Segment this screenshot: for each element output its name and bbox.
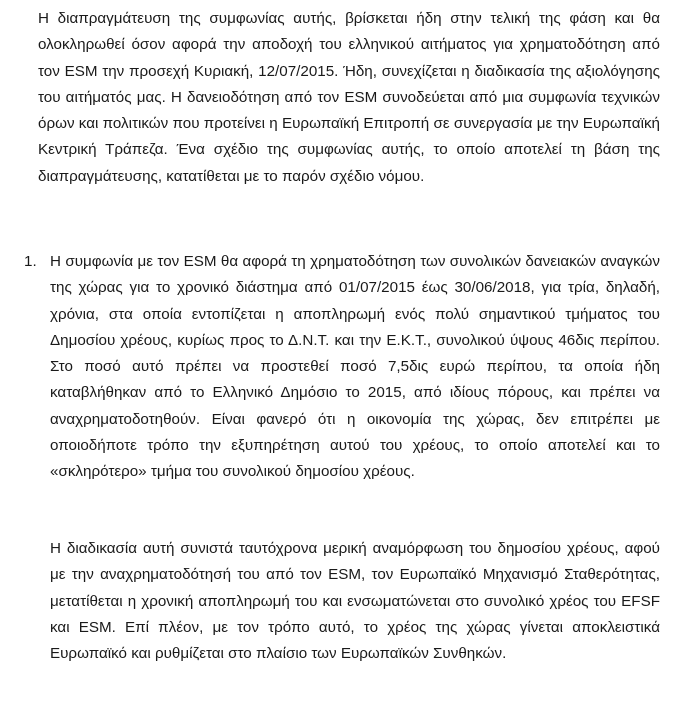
continuation-paragraph: Η διαδικασία αυτή συνιστά ταυτόχρονα μερική αναμόρφωση του δημοσίου χρέους, αφού με την αναχρηματοδότησή του από τον ESM, τον Ευρωπαϊκό Μηχανισμό Σταθερότητας, μετατίθεται η χρονική αποπληρωμή του και ενσωματώνεται στο συνολικό χρέος του EFSF και ESM. Επί πλέον, με τον τρόπο αυτό, το χρέος της χώρας γίνεται αποκλειστικά Ευρωπαϊκό και ρυθμίζεται στο πλαίσιο των Ευρωπαϊκών Συνθηκών. <box>50 540 660 663</box>
list-item-text: Η συμφωνία με τον ESM θα αφορά τη χρηματοδότηση των συνολικών δανειακών αναγκών της χώρας για το χρονικό διάστημα από 01/07/2015 έως 30/06/2018, για τρία, δηλαδή, χρόνια, στα οποία εντοπίζεται η αποπληρωμή ενός πολύ σημαντικού τμήματος του Δημοσίου χρέους, κυρίως προς το Δ.Ν.Τ. και την Ε.Κ.Τ., συνολικού ύψους 46δις περίπου. Στο ποσό αυτό πρέπει να προστεθεί ποσό 7,5δις ευρώ περίπου, τα οποία ήδη καταβλήθηκαν από το Ελληνικό Δημόσιο το 2015, από ιδίους πόρους, και πρέπει να αναχρηματοδοτηθούν. Είναι φανερό ότι η οικονομία της χώρας, δεν επιτρέπει με οποιοδήποτε τρόπο την εξυπηρέτηση αυτού του χρέους, το οποίο αποτελεί και το «σκληρότερο» τμήμα του συνολικού δημοσίου χρέους. <box>50 253 660 481</box>
list-item-number: 1. <box>24 253 37 270</box>
intro-paragraph: Η διαπραγμάτευση της συμφωνίας αυτής, βρίσκεται ήδη στην τελική της φάση και θα ολοκληρωθεί όσον αφορά την αποδοχή του ελληνικού αιτήματος για χρηματοδότηση από τον ESM την προσεχή Κυριακή, 12/07/2015. Ήδη, συνεχίζεται η διαδικασία της αξιολόγησης του αιτήματός μας. Η δανειοδότηση από τον ESM συνοδεύεται από μια συμφωνία τεχνικών όρων και πολιτικών που προτείνει η Ευρωπαϊκή Επιτροπή σε συνεργασία με την Ευρωπαϊκή Κεντρική Τράπεζα. Ένα σχέδιο της συμφωνίας αυτής, το οποίο αποτελεί τη βάση της διαπραγμάτευσης, κατατίθεται με το παρόν σχέδιο νόμου. <box>38 10 660 185</box>
